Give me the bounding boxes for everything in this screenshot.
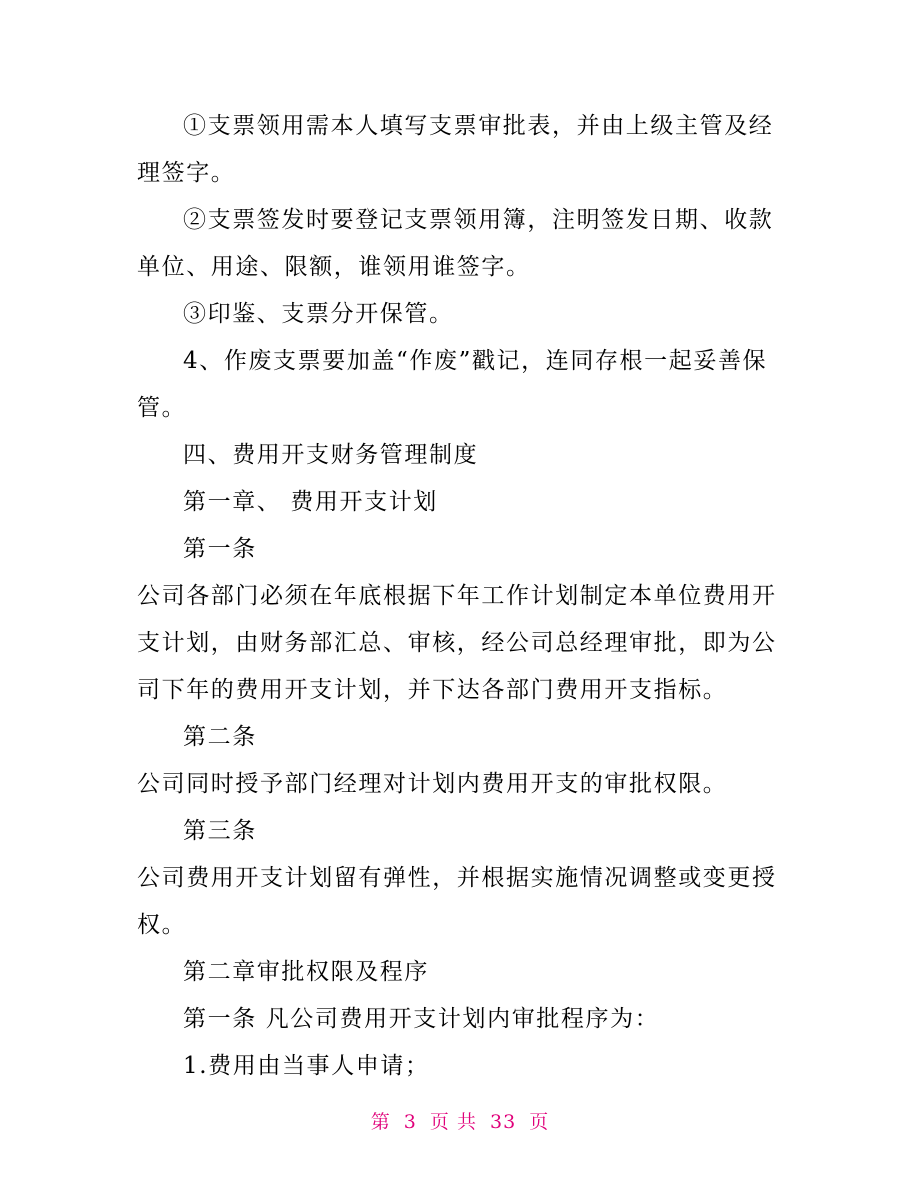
page-body <box>137 103 787 1090</box>
article-body-1: 公司各部门必须在年底根据下年工作计划制定本单位费用开支计划，由财务部汇总、审核，经公司总经理审批，即为公司下年的费用开支计划，并下达各部门费用开支指标。 <box>137 583 777 703</box>
footer-current-page: 3 <box>403 1111 417 1133</box>
article-heading-2: 第二条 <box>183 724 257 750</box>
section-heading-expense-policy: 四、费用开支财务管理制度 <box>183 442 479 468</box>
article-body-3: 公司费用开支计划留有弹性，并根据实施情况调整或变更授权。 <box>137 865 777 938</box>
footer-middle: 页 共 <box>429 1111 477 1133</box>
footer-total-pages: 33 <box>490 1111 517 1133</box>
paragraph-cheque-approval: ①支票领用需本人填写支票审批表，并由上级主管及经理签字。 <box>137 113 774 186</box>
article-approval-procedure: 第一条 凡公司费用开支计划内审批程序为： <box>183 1006 660 1032</box>
procedure-step-1: 1.费用由当事人申请； <box>183 1053 430 1079</box>
paragraph-seal-storage: ③印鉴、支票分开保管。 <box>183 301 454 327</box>
chapter-heading-expense-plan: 第一章、 费用开支计划 <box>183 489 438 515</box>
article-heading-1: 第一条 <box>183 536 257 562</box>
article-body-2: 公司同时授予部门经理对计划内费用开支的审批权限。 <box>137 771 728 797</box>
footer-prefix: 第 <box>370 1111 391 1133</box>
paragraph-void-cheque: 4、作废支票要加盖“作废”戳记，连同存根一起妥善保管。 <box>137 348 768 421</box>
paragraph-cheque-register: ②支票签发时要登记支票领用簿，注明签发日期、收款单位、用途、限额，谁领用谁签字。 <box>137 207 774 280</box>
footer-suffix: 页 <box>529 1111 550 1133</box>
article-heading-3: 第三条 <box>183 818 257 844</box>
chapter-heading-approval: 第二章审批权限及程序 <box>183 959 429 985</box>
page-number-footer <box>0 1110 920 1134</box>
